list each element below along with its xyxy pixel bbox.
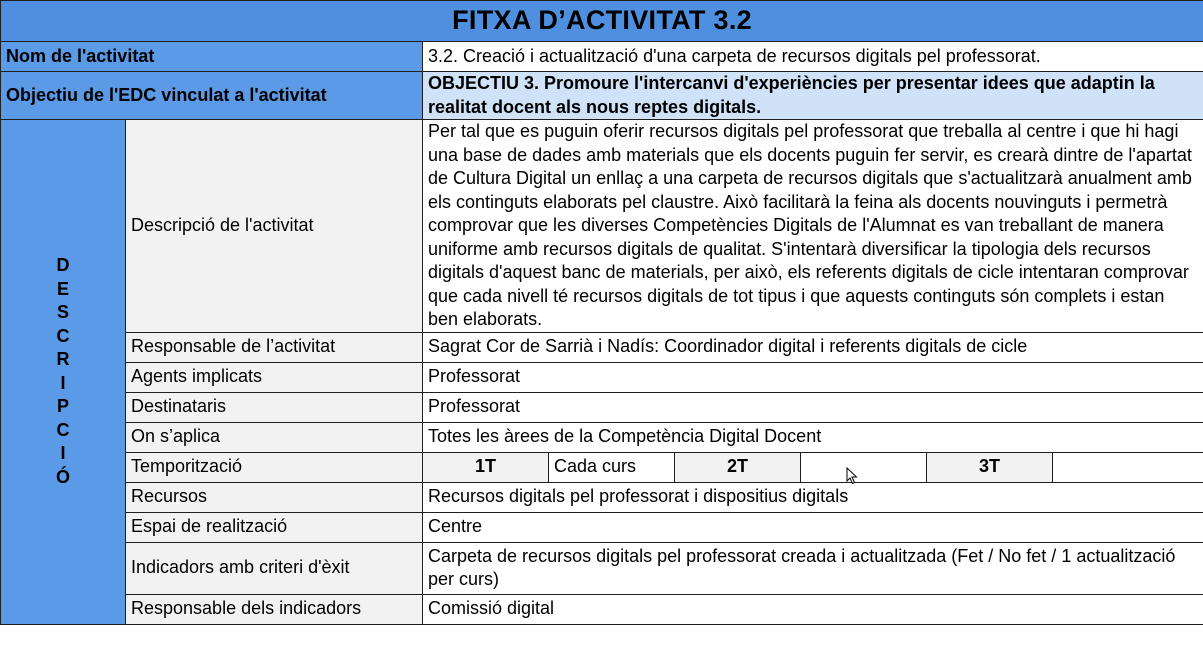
agents-label: Agents implicats [126,362,423,392]
side-label-letter: I [60,372,66,393]
responsible-value: Sagrat Cor de Sarrià i Nadís: Coordinador digital i referents digitals de cicle [423,332,1203,362]
timing-term-2: 2T [675,452,801,482]
space-value: Centre [423,512,1203,542]
mouse-cursor-icon [846,467,858,485]
indicators-responsible-value: Comissió digital [423,594,1203,624]
space-label: Espai de realització [126,512,423,542]
side-label-letter: C [56,419,70,440]
side-label-letter: I [60,443,66,464]
applies-label: On s’aplica [126,422,423,452]
activity-name-label: Nom de l'activitat [1,42,423,72]
sheet-title: FITXA D’ACTIVITAT 3.2 [1,1,1203,42]
recipients-label: Destinataris [126,392,423,422]
timing-term-1-value: Cada curs [549,452,675,482]
recipients-value: Professorat [423,392,1203,422]
indicators-value: Carpeta de recursos digitals pel professorat creada i actualitzada (Fet / No fet / 1 actualització per curs) [423,542,1203,594]
objective-label: Objectiu de l'EDC vinculat a l'activitat [1,72,423,120]
side-label-letter: C [56,325,70,346]
indicators-label: Indicadors amb criteri d'èxit [126,542,423,594]
applies-value: Totes les àrees de la Competència Digital Docent [423,422,1203,452]
side-label-letter: P [56,396,69,417]
indicators-responsible-label: Responsable dels indicadors [126,594,423,624]
side-label-letter: Ó [55,466,70,487]
timing-label: Temporització [126,452,423,482]
side-label-letter: S [56,302,69,323]
side-label-letter: E [56,278,69,299]
side-label-letter: D [56,255,70,276]
side-label-letter: R [56,349,70,370]
responsible-label: Responsable de l’activitat [126,332,423,362]
timing-term-2-value [801,452,927,482]
resources-value: Recursos digitals pel professorat i dispositius digitals [423,482,1203,512]
side-label-letters [6,254,120,489]
objective-value: OBJECTIU 3. Promoure l'intercanvi d'experiències per presentar idees que adaptin la realitat docent als nous reptes digitals. [423,72,1203,120]
side-label-descripcio [1,120,126,625]
description-value: Per tal que es puguin oferir recursos digitals pel professorat que treballa al centre i que hi hagi una base de dades amb materials que els docents puguin fer servir, es crearà dintre de l'apartat de Cultura Digital un enllaç a una carpeta de recursos digitals que s'actualitzarà anualment amb els continguts elaborats pel claustre. Això facilitarà la feina als docents nouvinguts i permetrà comprovar que les diverses Competències Digitals de l'Alumnat es van treballant de manera uniforme amb recursos digitals de qualitat. S'intentarà diversificar la tipologia dels recursos digitals d'aquest banc de materials, per això, els referents digitals de cicle intentaran comprovar que cada nivell té recursos digitals de tot tipus i que aquests continguts són complets i estan ben elaborats. [423,120,1203,333]
activity-name-value: 3.2. Creació i actualització d'una carpeta de recursos digitals pel professorat. [423,42,1203,72]
agents-value: Professorat [423,362,1203,392]
description-label: Descripció de l'activitat [126,120,423,333]
timing-term-3-value [1053,452,1203,482]
timing-term-3: 3T [927,452,1053,482]
resources-label: Recursos [126,482,423,512]
timing-term-1: 1T [423,452,549,482]
